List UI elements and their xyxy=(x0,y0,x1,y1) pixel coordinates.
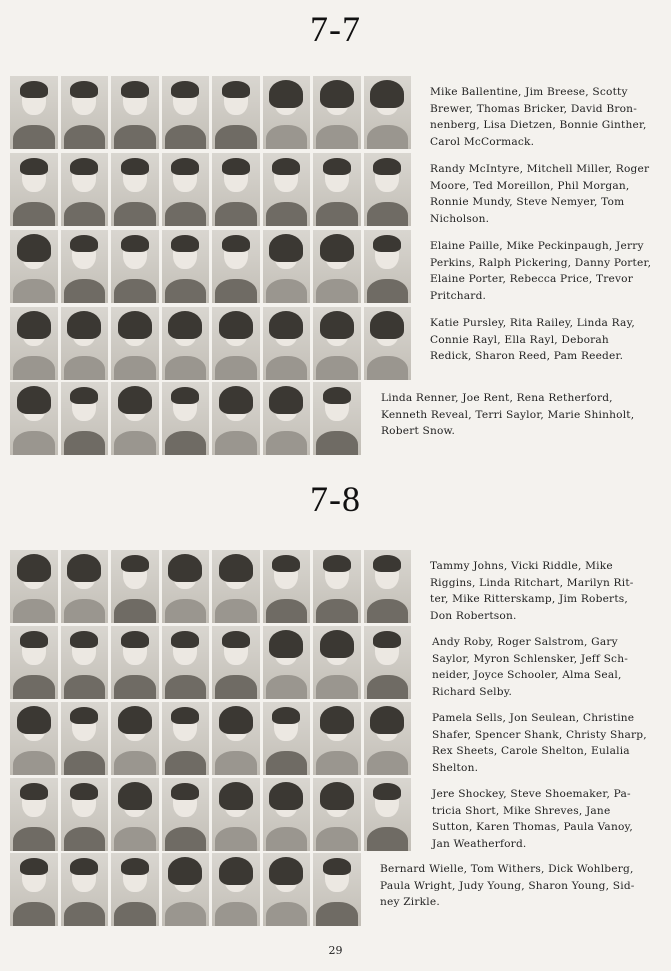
photo-strip xyxy=(10,76,411,149)
student-photo xyxy=(61,153,109,226)
student-photo xyxy=(313,550,361,623)
student-photo xyxy=(111,153,159,226)
student-photo xyxy=(364,307,412,380)
student-photo xyxy=(212,307,260,380)
student-photo xyxy=(263,853,311,926)
student-photo xyxy=(61,853,109,926)
student-photo xyxy=(263,76,311,149)
student-photo xyxy=(313,626,361,699)
section-title-7-8: 7-8 xyxy=(310,479,361,519)
student-photo xyxy=(10,853,58,926)
student-photo xyxy=(263,382,311,455)
student-names: Pamela Sells, Jon Seulean, Christine Shafer, Spencer Shank, Christy Sharp, Rex Sheets, Carole Shelton, Eulalia Shelton. xyxy=(432,712,647,774)
student-photo xyxy=(10,626,58,699)
student-photo xyxy=(61,307,109,380)
student-photo xyxy=(61,76,109,149)
student-photo xyxy=(162,153,210,226)
student-names: Jere Shockey, Steve Shoemaker, Pa- tricia Short, Mike Shreves, Jane Sutton, Karen Thomas, Paula Vanoy, Jan Weatherford. xyxy=(432,788,633,850)
student-photo xyxy=(364,626,412,699)
student-photo xyxy=(111,550,159,623)
student-photo xyxy=(61,550,109,623)
student-photo xyxy=(111,626,159,699)
photo-strip xyxy=(10,230,411,303)
section-title-7-7: 7-7 xyxy=(310,9,361,49)
student-photo xyxy=(364,76,412,149)
student-names: Mike Ballentine, Jim Breese, Scotty Brewer, Thomas Bricker, David Bron- nenberg, Lisa Dietzen, Bonnie Ginther, Carol McCormack. xyxy=(430,86,647,148)
student-photo xyxy=(10,230,58,303)
student-photo xyxy=(313,853,361,926)
student-names: Bernard Wielle, Tom Withers, Dick Wohlberg, Paula Wright, Judy Young, Sharon Young, Sid- ney Zirkle. xyxy=(380,863,635,909)
student-photo xyxy=(212,550,260,623)
student-photo xyxy=(263,550,311,623)
photo-strip xyxy=(10,702,411,775)
student-photo xyxy=(364,778,412,851)
student-names: Andy Roby, Roger Salstrom, Gary Saylor, Myron Schlensker, Jeff Sch- neider, Joyce Schooler, Alma Seal, Richard Selby. xyxy=(432,636,628,698)
student-names: Randy McIntyre, Mitchell Miller, Roger Moore, Ted Moreillon, Phil Morgan, Ronnie Mundy, Steve Nemyer, Tom Nicholson. xyxy=(430,163,650,225)
student-photo xyxy=(111,76,159,149)
photo-strip xyxy=(10,307,411,380)
student-photo xyxy=(212,853,260,926)
student-photo xyxy=(111,307,159,380)
student-names: Tammy Johns, Vicki Riddle, Mike Riggins, Linda Ritchart, Marilyn Rit- ter, Mike Ritterskamp, Jim Roberts, Don Robertson. xyxy=(430,560,634,622)
student-photo xyxy=(263,307,311,380)
student-photo xyxy=(10,778,58,851)
photo-strip xyxy=(10,853,361,926)
student-photo xyxy=(212,702,260,775)
student-photo xyxy=(111,702,159,775)
student-photo xyxy=(162,76,210,149)
student-photo xyxy=(313,153,361,226)
photo-strip xyxy=(10,778,411,851)
student-photo xyxy=(61,778,109,851)
student-photo xyxy=(212,153,260,226)
student-photo xyxy=(10,76,58,149)
student-photo xyxy=(162,778,210,851)
student-photo xyxy=(263,778,311,851)
student-photo xyxy=(162,382,210,455)
student-photo xyxy=(212,626,260,699)
student-photo xyxy=(263,153,311,226)
student-photo xyxy=(10,550,58,623)
student-photo xyxy=(212,382,260,455)
student-photo xyxy=(162,702,210,775)
student-photo xyxy=(364,550,412,623)
student-photo xyxy=(10,307,58,380)
photo-strip xyxy=(10,626,411,699)
student-photo xyxy=(212,76,260,149)
student-photo xyxy=(313,778,361,851)
student-photo xyxy=(313,230,361,303)
student-photo xyxy=(162,230,210,303)
student-photo xyxy=(111,382,159,455)
page-number: 29 xyxy=(328,944,343,957)
student-photo xyxy=(313,702,361,775)
student-photo xyxy=(61,230,109,303)
student-photo xyxy=(111,230,159,303)
student-photo xyxy=(10,382,58,455)
student-names: Katie Pursley, Rita Railey, Linda Ray, Connie Rayl, Ella Rayl, Deborah Redick, Sharon Reed, Pam Reeder. xyxy=(430,317,635,363)
student-names: Linda Renner, Joe Rent, Rena Retherford, Kenneth Reveal, Terri Saylor, Marie Shinholt, Robert Snow. xyxy=(381,392,635,438)
student-photo xyxy=(61,702,109,775)
student-photo xyxy=(111,853,159,926)
student-photo xyxy=(313,382,361,455)
photo-strip xyxy=(10,382,361,455)
student-names: Elaine Paille, Mike Peckinpaugh, Jerry Perkins, Ralph Pickering, Danny Porter, Elaine Porter, Rebecca Price, Trevor Pritchard. xyxy=(430,240,652,302)
student-photo xyxy=(212,230,260,303)
student-photo xyxy=(162,550,210,623)
student-photo xyxy=(313,76,361,149)
student-photo xyxy=(263,626,311,699)
student-photo xyxy=(111,778,159,851)
student-photo xyxy=(61,382,109,455)
student-photo xyxy=(212,778,260,851)
student-photo xyxy=(162,853,210,926)
student-photo xyxy=(162,626,210,699)
student-photo xyxy=(313,307,361,380)
student-photo xyxy=(364,153,412,226)
student-photo xyxy=(61,626,109,699)
student-photo xyxy=(10,153,58,226)
student-photo xyxy=(10,702,58,775)
student-photo xyxy=(364,230,412,303)
photo-strip xyxy=(10,153,411,226)
student-photo xyxy=(263,702,311,775)
student-photo xyxy=(364,702,412,775)
student-photo xyxy=(162,307,210,380)
photo-strip xyxy=(10,550,411,623)
student-photo xyxy=(263,230,311,303)
